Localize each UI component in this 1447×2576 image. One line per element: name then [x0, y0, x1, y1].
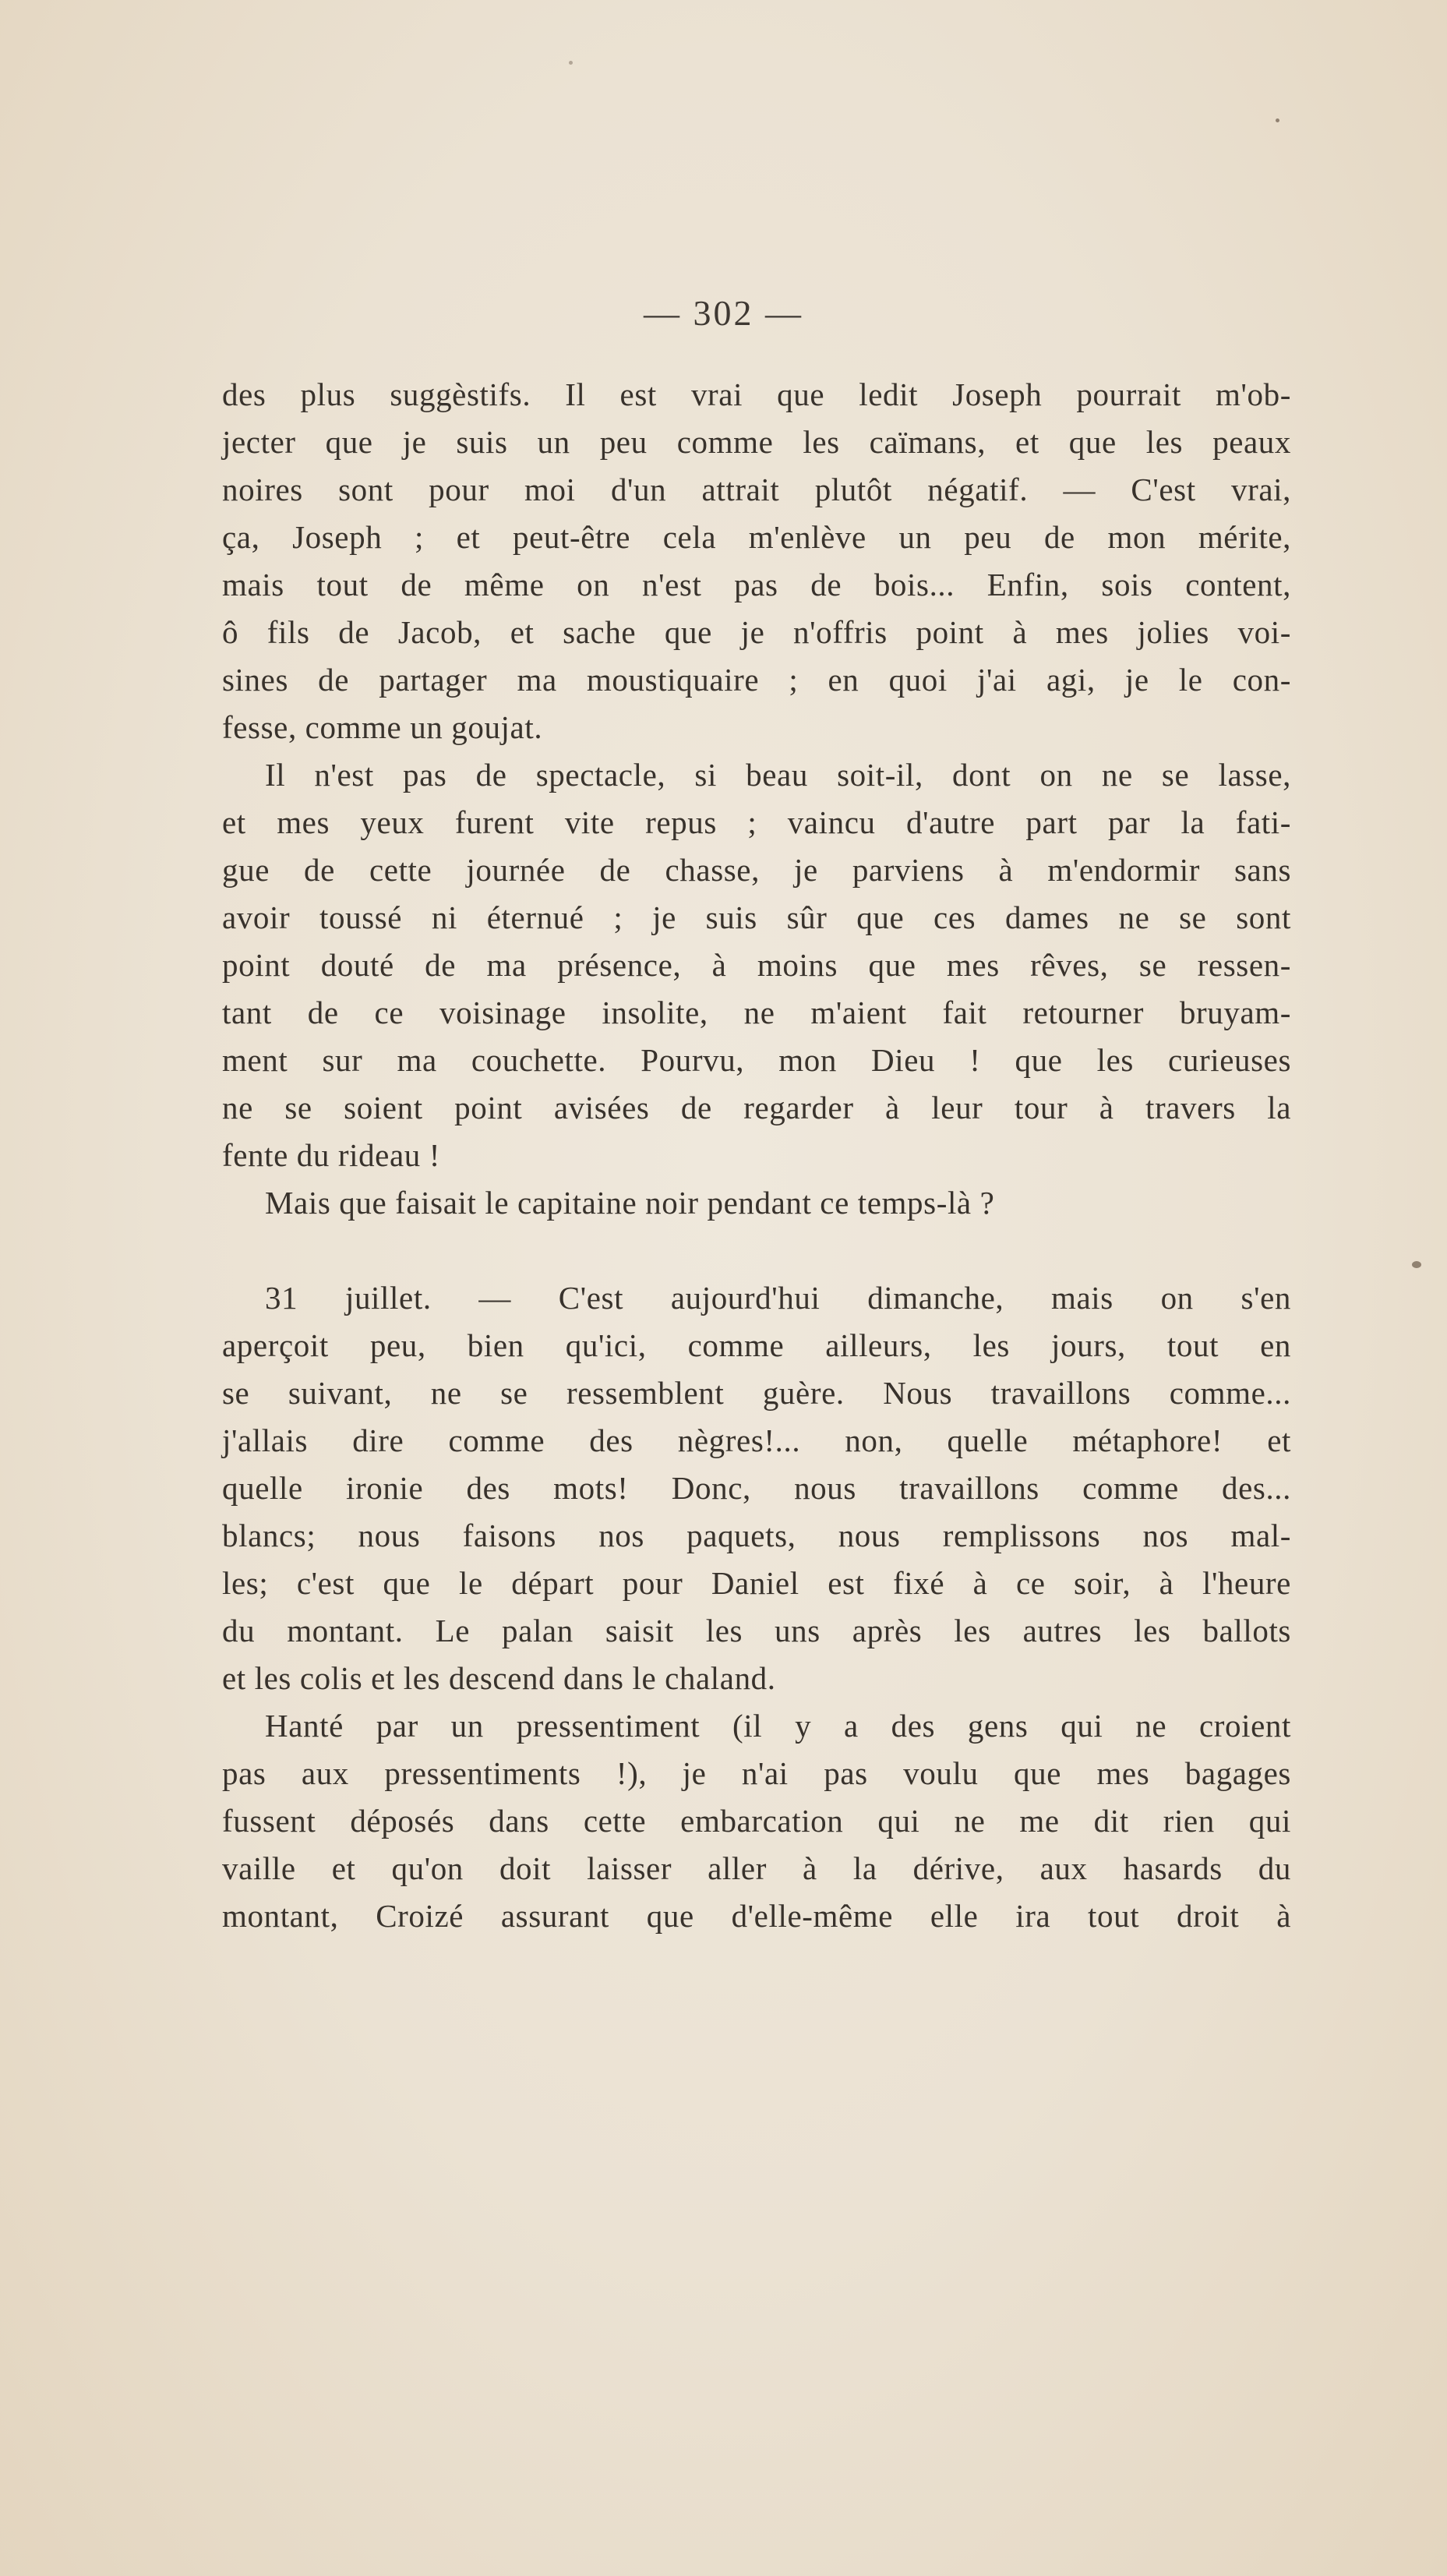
- text-line: mais tout de même on n'est pas de bois... Enfin, sois content,: [222, 567, 1291, 602]
- text-line: quelle ironie des mots! Donc, nous travaillons comme des...: [222, 1470, 1291, 1506]
- text-line: aperçoit peu, bien qu'ici, comme ailleurs, les jours, tout en: [222, 1327, 1291, 1363]
- text-line: des plus suggèstifs. Il est vrai que ledit Joseph pourrait m'ob-: [222, 376, 1291, 412]
- text-line: blancs; nous faisons nos paquets, nous remplissons nos mal-: [222, 1518, 1291, 1553]
- text-line: ne se soient point avisées de regarder à leur tour à travers la: [222, 1090, 1291, 1125]
- paper-blemish: [1276, 118, 1279, 122]
- paper-blemish: [1412, 1261, 1421, 1268]
- text-line: tant de ce voisinage insolite, ne m'aient fait retourner bruyam-: [222, 995, 1291, 1030]
- text-line: fente du rideau !: [222, 1137, 440, 1173]
- text-line: point douté de ma présence, à moins que mes rêves, se ressen-: [222, 947, 1291, 983]
- text-line: les; c'est que le départ pour Daniel est fixé à ce soir, à l'heure: [222, 1565, 1291, 1601]
- text-line: avoir toussé ni éternué ; je suis sûr que ces dames ne se sont: [222, 899, 1291, 935]
- text-line: vaille et qu'on doit laisser aller à la dérive, aux hasards du: [222, 1850, 1291, 1886]
- paragraph-5: [222, 1702, 1291, 1940]
- text-line: montant, Croizé assurant que d'elle-même elle ira tout droit à: [222, 1898, 1291, 1934]
- text-line: ô fils de Jacob, et sache que je n'offris point à mes jolies voi-: [222, 614, 1291, 650]
- text-line: j'allais dire comme des nègres!... non, quelle métaphore! et: [222, 1422, 1291, 1458]
- paragraph-4: [222, 1274, 1291, 1702]
- text-line: se suivant, ne se ressemblent guère. Nous travaillons comme...: [222, 1375, 1291, 1411]
- text-line: et mes yeux furent vite repus ; vaincu d'autre part par la fati-: [222, 804, 1291, 840]
- paragraph-1: [222, 371, 1291, 751]
- text-line: sines de partager ma moustiquaire ; en quoi j'ai agi, je le con-: [222, 662, 1291, 698]
- text-line: 31 juillet. — C'est aujourd'hui dimanche, mais on s'en: [265, 1280, 1291, 1316]
- text-line: Hanté par un pressentiment (il y a des gens qui ne croient: [265, 1708, 1291, 1744]
- text-line: ment sur ma couchette. Pourvu, mon Dieu ! que les curieuses: [222, 1042, 1291, 1078]
- paper-blemish: [569, 61, 573, 65]
- text-line: et les colis et les descend dans le chaland.: [222, 1660, 776, 1696]
- text-line: jecter que je suis un peu comme les caïmans, et que les peaux: [222, 424, 1291, 460]
- body-text: [222, 371, 1291, 1940]
- text-line: pas aux pressentiments !), je n'ai pas voulu que mes bagages: [222, 1755, 1291, 1791]
- text-line: Mais que faisait le capitaine noir pendant ce temps-là ?: [265, 1185, 995, 1221]
- text-line: fussent déposés dans cette embarcation qui ne me dit rien qui: [222, 1803, 1291, 1839]
- section-break: [222, 1227, 1291, 1274]
- paragraph-3: [222, 1179, 1291, 1227]
- text-line: noires sont pour moi d'un attrait plutôt négatif. — C'est vrai,: [222, 472, 1291, 507]
- text-line: fesse, comme un goujat.: [222, 709, 543, 745]
- text-line: gue de cette journée de chasse, je parviens à m'endormir sans: [222, 852, 1291, 888]
- paragraph-2: [222, 751, 1291, 1179]
- text-line: Il n'est pas de spectacle, si beau soit-il, dont on ne se lasse,: [265, 757, 1291, 793]
- page-number: — 302 —: [644, 293, 803, 333]
- text-line: du montant. Le palan saisit les uns après les autres les ballots: [222, 1613, 1291, 1648]
- text-line: ça, Joseph ; et peut-être cela m'enlève un peu de mon mérite,: [222, 519, 1291, 555]
